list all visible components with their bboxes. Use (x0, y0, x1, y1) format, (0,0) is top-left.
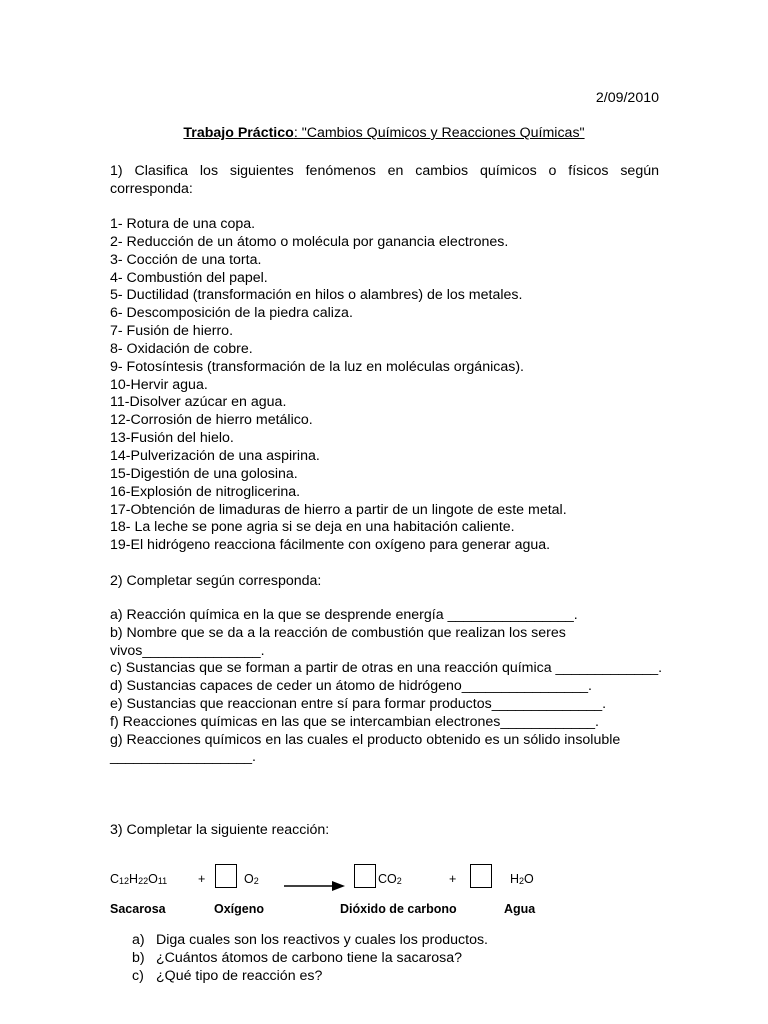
list-item: 17-Obtención de limaduras de hierro a partir de un lingote de este metal. (110, 501, 567, 518)
fill-in-item: a) Reacción química en la que se desprende energía ________________. (110, 607, 578, 623)
fill-in-item: b) Nombre que se da a la reacción de combustión que realizan los seres vivos_______________. (110, 624, 566, 659)
document-date: 2/09/2010 (595, 90, 659, 106)
title-rest: : "Cambios Químicos y Reacciones Químicas" (293, 125, 585, 141)
co2-label: Dióxido de carbono (340, 902, 457, 916)
sub-question-letter: a) (132, 932, 145, 948)
reaction-arrow-icon (284, 880, 346, 892)
sub-question (110, 931, 488, 949)
sub-question-text: ¿Qué tipo de reacción es? (156, 968, 323, 984)
fill-in-item: c) Sustancias que se forman a partir de otras en una reacción química _____________. (110, 660, 663, 677)
oxygen-formula: $O_2$ (244, 872, 259, 886)
plus-sign: + (198, 872, 206, 886)
list-item: 11-Disolver azúcar en agua. (110, 394, 287, 411)
list-item: 5- Ductilidad (transformación en hilos o alambres) de los metales. (110, 287, 523, 304)
oxygen-label: Oxígeno (214, 902, 265, 916)
fill-in-item: e) Sustancias que reaccionan entre sí para formar productos______________. (110, 695, 607, 712)
document-title (0, 125, 768, 141)
sub-question (110, 949, 488, 967)
sucrose-formula: $C_{12}H_{22}O_{11}$ (110, 872, 168, 886)
question-2-statement: 2) Completar según corresponda: (110, 573, 322, 589)
list-item: 8- Oxidación de cobre. (110, 340, 253, 357)
phenomena-list (110, 216, 567, 555)
coefficient-box-co2[interactable] (354, 864, 376, 888)
list-item: 19-El hidrógeno reacciona fácilmente con oxígeno para generar agua. (110, 537, 551, 554)
coefficient-box-water[interactable] (470, 864, 492, 888)
list-item: 16-Explosión de nitroglicerina. (110, 483, 301, 500)
list-item: 3- Cocción de una torta. (110, 251, 262, 268)
sub-question-letter: c) (132, 968, 144, 984)
plus-sign: + (449, 872, 457, 886)
list-item: 12-Corrosión de hierro metálico. (110, 412, 313, 429)
list-item: 13-Fusión del hielo. (110, 430, 234, 447)
list-item: 6- Descomposición de la piedra caliza. (110, 305, 353, 322)
list-item: 2- Reducción de un átomo o molécula por ganancia electrones. (110, 233, 509, 250)
question-1-statement: 1) Clasifica los siguientes fenómenos en cambios químicos o físicos según corresponda: (110, 163, 659, 197)
sucrose-label: Sacarosa (110, 902, 166, 916)
fill-in-item: g) Reacciones químicos en las cuales el producto obtenido es un sólido insoluble __________________. (110, 731, 621, 766)
fill-in-list (110, 607, 670, 767)
list-item: 10-Hervir agua. (110, 376, 208, 393)
list-item: 15-Digestión de una golosina. (110, 465, 298, 482)
sub-question-text: Diga cuales son los reactivos y cuales los productos. (156, 932, 488, 948)
co2-formula: $CO_2$ (378, 872, 402, 886)
fill-in-item: d) Sustancias capaces de ceder un átomo de hidrógeno________________. (110, 678, 592, 695)
list-item: 7- Fusión de hierro. (110, 323, 234, 340)
sub-question (110, 967, 488, 985)
coefficient-box-oxygen[interactable] (215, 864, 237, 888)
fill-in-item: f) Reacciones químicas en las que se intercambian electrones____________. (110, 713, 599, 730)
list-item: 9- Fotosíntesis (transformación de la luz en moléculas orgánicas). (110, 358, 524, 375)
sub-question-letter: b) (132, 950, 145, 966)
question-3-statement: 3) Completar la siguiente reacción: (110, 822, 330, 838)
list-item: 18- La leche se pone agria si se deja en una habitación caliente. (110, 519, 515, 536)
water-formula: $H_2O$ (510, 872, 534, 886)
title-bold: Trabajo Práctico (183, 125, 294, 141)
list-item: 1- Rotura de una copa. (110, 216, 256, 232)
list-item: 4- Combustión del papel. (110, 269, 268, 286)
reaction-equation (0, 862, 768, 932)
list-item: 14-Pulverización de una aspirina. (110, 447, 320, 464)
water-label: Agua (504, 902, 536, 916)
sub-questions-list (110, 931, 488, 985)
sub-question-text: ¿Cuántos átomos de carbono tiene la sacarosa? (156, 950, 463, 966)
